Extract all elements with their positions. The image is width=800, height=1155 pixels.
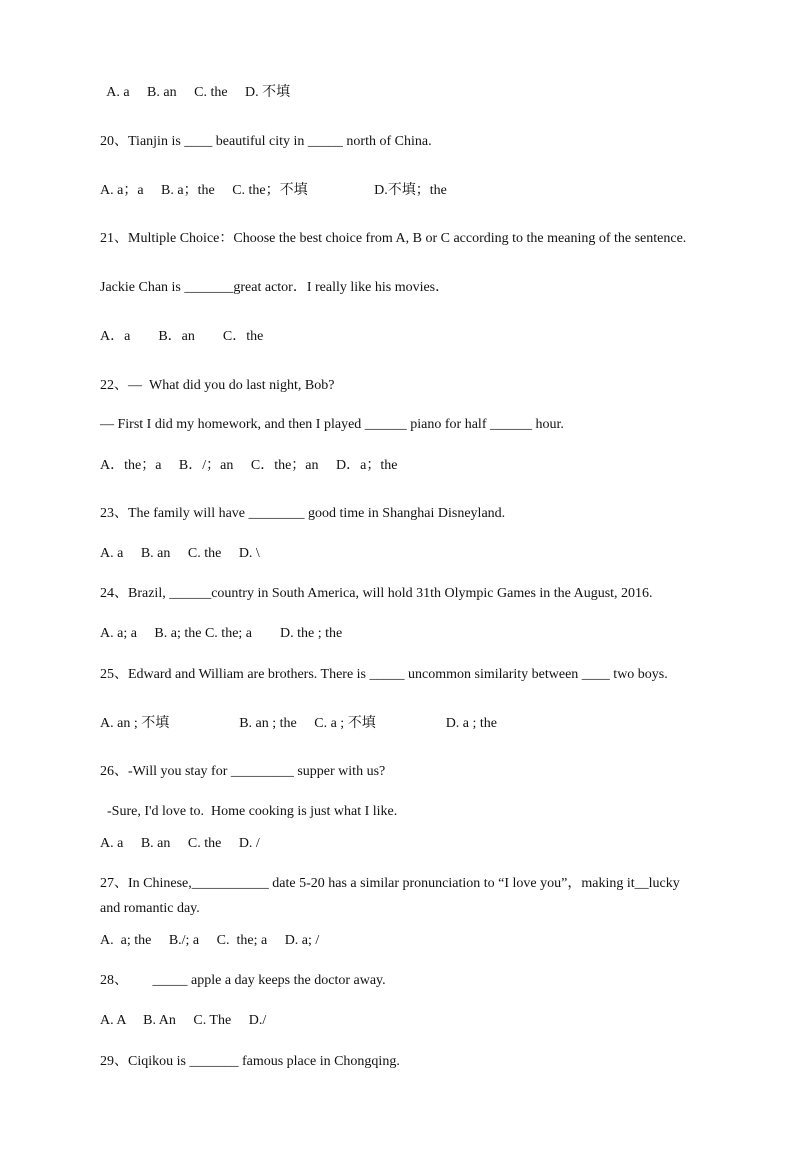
q23-question: 23、The family will have ________ good time in Shanghai Disneyland. xyxy=(100,506,506,521)
q24-options: A. a; a B. a; the C. the; a D. the ; the xyxy=(100,626,343,641)
q21-question: Jackie Chan is _______great actor．I really like his movies． xyxy=(100,280,450,295)
q19-options: A. a B. an C. the D. 不填 xyxy=(100,85,291,100)
q20-question: 20、Tianjin is ____ beautiful city in _____ north of China. xyxy=(100,134,432,149)
q26-options: A. a B. an C. the D. / xyxy=(100,836,260,851)
q21-options: A．a B．an C．the xyxy=(100,329,264,344)
q24-question: 24、Brazil, ______country in South America, will hold 31th Olympic Games in the August, 2016. xyxy=(100,586,653,601)
q27-question: 27、In Chinese,___________ date 5-20 has a similar pronunciation to “I love you”，making it__lucky xyxy=(100,876,680,891)
q28-question: 28、 _____ apple a day keeps the doctor away. xyxy=(100,973,386,988)
q20-options: A. a；a B. a；the C. the；不填 D.不填；the xyxy=(100,183,447,198)
q27-options: A. a; the B./; a C. the; a D. a; / xyxy=(100,933,320,948)
q25-options: A. an ; 不填 B. an ; the C. a ; 不填 D. a ; the xyxy=(100,716,498,731)
q21-instruction: 21、Multiple Choice：Choose the best choice from A, B or C according to the meaning of the sentence. xyxy=(100,231,687,246)
q27-question-cont: and romantic day. xyxy=(100,901,200,916)
q26-question: 26、-Will you stay for _________ supper with us? xyxy=(100,764,386,779)
q29-question: 29、Ciqikou is _______ famous place in Chongqing. xyxy=(100,1054,400,1069)
q22-dialogue: — First I did my homework, and then I played ______ piano for half ______ hour. xyxy=(100,417,564,432)
q22-options: A．the；a B．/；an C．the；an D．a；the xyxy=(100,458,398,473)
q25-question: 25、Edward and William are brothers. There is _____ uncommon similarity between ____ two boys. xyxy=(100,667,668,682)
q22-question: 22、— What did you do last night, Bob? xyxy=(100,378,335,393)
q28-options: A. A B. An C. The D./ xyxy=(100,1013,267,1028)
q23-options: A. a B. an C. the D. \ xyxy=(100,546,260,561)
q26-dialogue: -Sure, I'd love to. Home cooking is just what I like. xyxy=(100,804,398,819)
